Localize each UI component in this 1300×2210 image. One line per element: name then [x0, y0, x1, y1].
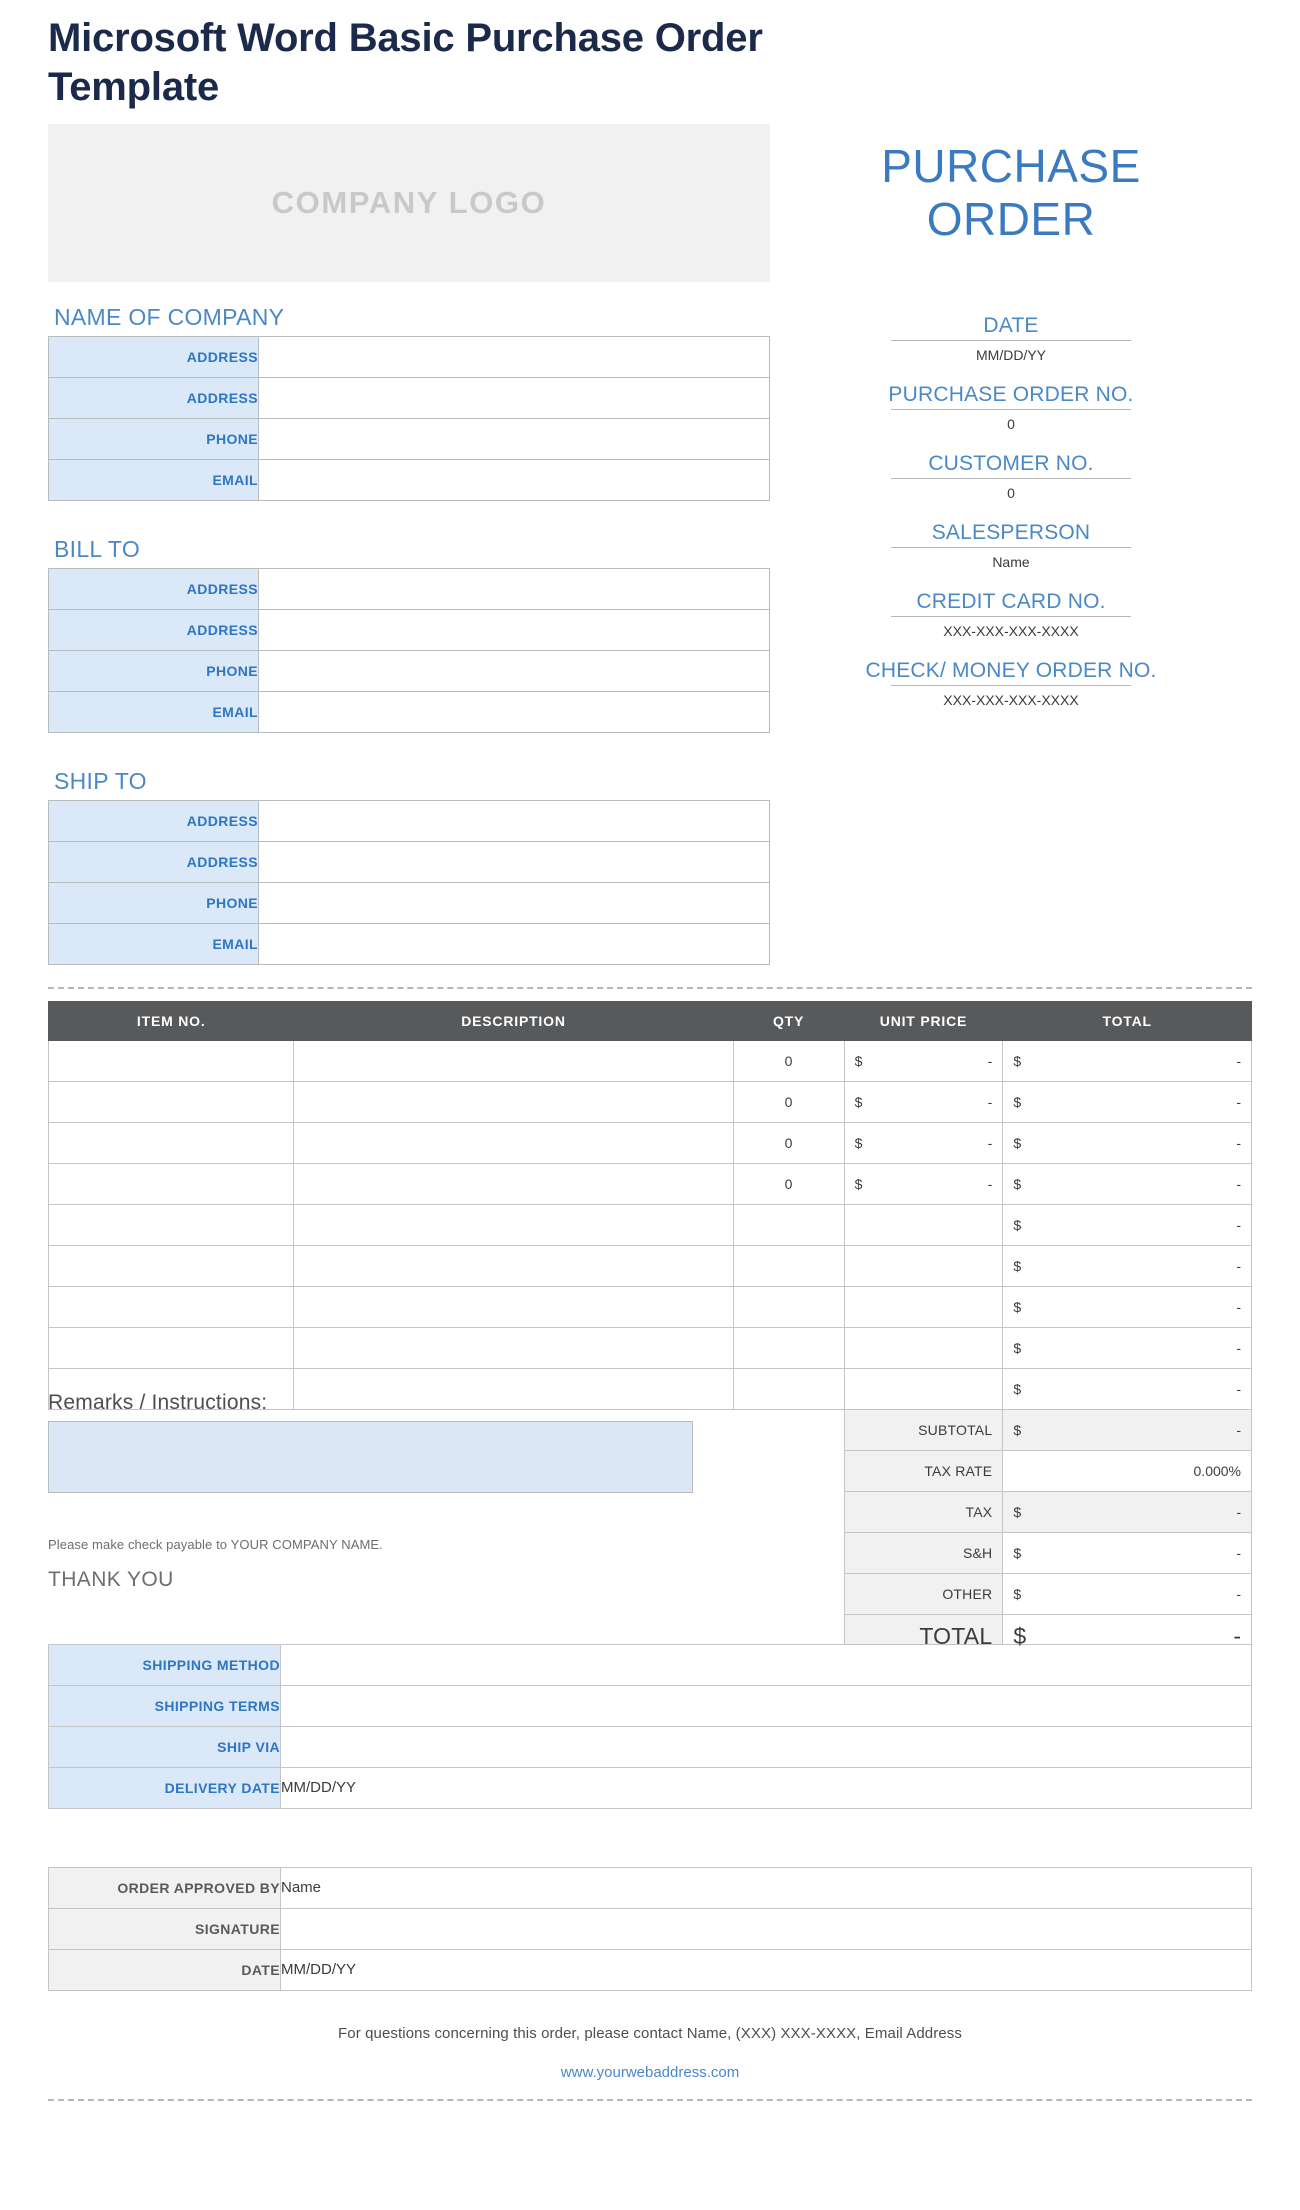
table-row — [49, 1685, 1252, 1726]
total-value: - — [1236, 1052, 1241, 1069]
description-cell[interactable] — [294, 1327, 733, 1368]
footer-website-link[interactable]: www.yourwebaddress.com — [560, 2063, 740, 2081]
bill-to-address2-label: ADDRESS — [49, 609, 259, 650]
unit-price-value: - — [987, 1134, 993, 1151]
order-approved-by-field[interactable]: Name — [281, 1867, 1252, 1908]
table-row — [49, 1949, 1252, 1990]
table-row — [49, 336, 770, 377]
approval-section — [0, 1867, 1300, 1991]
credit-card-no-label: CREDIT CARD NO. — [916, 589, 1106, 613]
date-label: DATE — [983, 313, 1039, 337]
item-no-cell[interactable] — [49, 1286, 294, 1327]
other-label: OTHER — [844, 1573, 1003, 1614]
section-divider-bottom — [48, 2099, 1252, 2101]
currency-symbol: $ — [1013, 1298, 1022, 1315]
total-value: - — [1236, 1175, 1241, 1192]
currency-symbol: $ — [1013, 1175, 1022, 1192]
bill-to-phone-field[interactable] — [259, 650, 770, 691]
purchase-order-no-underline — [891, 409, 1131, 410]
currency-symbol: $ — [1013, 1216, 1022, 1233]
ship-to-fields-table — [48, 800, 770, 965]
customer-no-underline — [891, 478, 1131, 479]
approval-table — [48, 1867, 1252, 1991]
salesperson-underline — [891, 547, 1131, 548]
table-row — [49, 418, 770, 459]
unit-price-cell[interactable] — [844, 1081, 1003, 1122]
column-header-description: DESCRIPTION — [294, 1001, 733, 1040]
item-no-cell[interactable] — [49, 1327, 294, 1368]
description-cell[interactable] — [294, 1122, 733, 1163]
table-row — [49, 882, 770, 923]
total-cell[interactable] — [1003, 1327, 1252, 1368]
total-value: - — [1236, 1134, 1241, 1151]
column-header-qty: QTY — [733, 1001, 844, 1040]
description-cell[interactable] — [294, 1245, 733, 1286]
currency-symbol: $ — [1013, 1134, 1022, 1151]
table-row — [49, 1163, 1252, 1204]
currency-symbol: $ — [854, 1134, 863, 1151]
ship-to-address1-label: ADDRESS — [49, 800, 259, 841]
subtotal-label: SUBTOTAL — [844, 1409, 1003, 1450]
ship-to-address1-field[interactable] — [259, 800, 770, 841]
grand-total-value: - — [1233, 1622, 1241, 1649]
remarks-label: Remarks / Instructions: — [48, 1390, 268, 1414]
document-header — [0, 124, 1300, 282]
purchase-order-heading-line2: ORDER — [926, 193, 1096, 246]
meta-field-customer-no — [770, 452, 1252, 519]
ship-via-label: SHIP VIA — [49, 1726, 281, 1767]
company-address2-label: ADDRESS — [49, 377, 259, 418]
check-money-order-no-underline — [891, 685, 1131, 686]
unit-price-cell[interactable] — [844, 1163, 1003, 1204]
approval-date-field[interactable]: MM/DD/YY — [281, 1949, 1252, 1990]
salesperson-value[interactable]: Name — [992, 553, 1030, 570]
total-cell[interactable] — [1003, 1040, 1252, 1081]
meta-field-date — [770, 314, 1252, 381]
date-underline — [891, 340, 1131, 341]
unit-price-cell[interactable] — [844, 1245, 1003, 1286]
document-body — [0, 304, 1300, 965]
company-logo-label: COMPANY LOGO — [271, 184, 547, 220]
currency-symbol: $ — [1013, 1380, 1022, 1397]
item-no-cell[interactable] — [49, 1204, 294, 1245]
currency-symbol: $ — [854, 1175, 863, 1192]
table-row — [49, 1726, 1252, 1767]
company-address1-label: ADDRESS — [49, 336, 259, 377]
bill-to-email-field[interactable] — [259, 691, 770, 732]
description-cell[interactable] — [294, 1163, 733, 1204]
tax-value: - — [1236, 1503, 1241, 1520]
line-items-header-row — [49, 1001, 1252, 1040]
currency-symbol: $ — [1013, 1503, 1022, 1520]
qty-cell[interactable]: 0 — [733, 1040, 844, 1081]
qty-cell[interactable] — [733, 1286, 844, 1327]
other-value: - — [1236, 1585, 1241, 1602]
delivery-date-label: DELIVERY DATE — [49, 1767, 281, 1808]
total-cell[interactable] — [1003, 1081, 1252, 1122]
company-email-label: EMAIL — [49, 459, 259, 500]
bill-to-section-title: BILL TO — [54, 535, 141, 562]
total-cell[interactable] — [1003, 1204, 1252, 1245]
company-phone-label: PHONE — [49, 418, 259, 459]
remarks-input[interactable] — [48, 1421, 693, 1493]
table-row — [49, 377, 770, 418]
ship-to-address2-field[interactable] — [259, 841, 770, 882]
currency-symbol: $ — [854, 1052, 863, 1069]
date-value[interactable]: MM/DD/YY — [976, 346, 1046, 363]
customer-no-value[interactable]: 0 — [1007, 484, 1015, 501]
currency-symbol: $ — [1013, 1257, 1022, 1274]
ship-to-email-label: EMAIL — [49, 923, 259, 964]
thank-you-note: THANK YOU — [48, 1567, 174, 1591]
table-row — [49, 691, 770, 732]
company-address1-field[interactable] — [259, 336, 770, 377]
total-cell[interactable] — [1003, 1245, 1252, 1286]
company-email-field[interactable] — [259, 459, 770, 500]
total-value: - — [1236, 1257, 1241, 1274]
table-row — [49, 650, 770, 691]
total-value: - — [1236, 1216, 1241, 1233]
bill-to-address1-field[interactable] — [259, 568, 770, 609]
table-row — [49, 609, 770, 650]
unit-price-cell[interactable] — [844, 1040, 1003, 1081]
unit-price-value: - — [987, 1175, 993, 1192]
bill-to-address2-field[interactable] — [259, 609, 770, 650]
column-header-unit-price: UNIT PRICE — [844, 1001, 1003, 1040]
section-divider-top — [48, 987, 1252, 989]
signature-field[interactable] — [281, 1908, 1252, 1949]
order-meta-column — [770, 304, 1252, 728]
company-logo-placeholder[interactable] — [48, 124, 770, 282]
signature-label: SIGNATURE — [49, 1908, 281, 1949]
total-value: - — [1236, 1339, 1241, 1356]
item-no-cell[interactable] — [49, 1122, 294, 1163]
qty-cell[interactable]: 0 — [733, 1081, 844, 1122]
total-cell[interactable] — [1003, 1286, 1252, 1327]
qty-cell[interactable] — [733, 1245, 844, 1286]
shipping-terms-field[interactable] — [281, 1685, 1252, 1726]
shipping-details-table — [48, 1644, 1252, 1809]
table-row — [49, 568, 770, 609]
table-row — [49, 1040, 1252, 1081]
ship-to-phone-label: PHONE — [49, 882, 259, 923]
table-row — [49, 1286, 1252, 1327]
column-header-total: TOTAL — [1003, 1001, 1252, 1040]
total-value: - — [1236, 1093, 1241, 1110]
currency-symbol: $ — [1013, 1544, 1022, 1561]
check-money-order-no-value[interactable]: XXX-XXX-XXX-XXXX — [943, 691, 1079, 708]
company-section-title: NAME OF COMPANY — [54, 303, 285, 330]
qty-cell[interactable] — [733, 1327, 844, 1368]
credit-card-no-value[interactable]: XXX-XXX-XXX-XXXX — [943, 622, 1079, 639]
table-row — [49, 1867, 1252, 1908]
ship-to-phone-field[interactable] — [259, 882, 770, 923]
column-header-item-no: ITEM NO. — [49, 1001, 294, 1040]
company-address2-field[interactable] — [259, 377, 770, 418]
total-value: - — [1236, 1380, 1241, 1397]
currency-symbol: $ — [1013, 1093, 1022, 1110]
total-cell[interactable] — [1003, 1122, 1252, 1163]
check-money-order-no-label: CHECK/ MONEY ORDER NO. — [865, 658, 1157, 682]
ship-to-email-field[interactable] — [259, 923, 770, 964]
salesperson-label: SALESPERSON — [931, 520, 1091, 544]
ship-to-address2-label: ADDRESS — [49, 841, 259, 882]
unit-price-cell[interactable] — [844, 1122, 1003, 1163]
meta-field-purchase-order-no — [770, 383, 1252, 450]
unit-price-cell[interactable] — [844, 1286, 1003, 1327]
table-row — [49, 1204, 1252, 1245]
table-row — [49, 1327, 1252, 1368]
purchase-order-heading — [770, 124, 1252, 248]
unit-price-cell[interactable] — [844, 1204, 1003, 1245]
qty-cell[interactable]: 0 — [733, 1163, 844, 1204]
table-row — [49, 1081, 1252, 1122]
qty-cell[interactable]: 0 — [733, 1122, 844, 1163]
table-row — [49, 1245, 1252, 1286]
currency-symbol: $ — [1013, 1585, 1022, 1602]
meta-field-salesperson — [770, 521, 1252, 588]
payable-note: Please make check payable to YOUR COMPANY NAME. — [48, 1536, 383, 1552]
unit-price-value: - — [987, 1093, 993, 1110]
currency-symbol: $ — [854, 1093, 863, 1110]
table-row — [49, 1908, 1252, 1949]
tax-rate-label: TAX RATE — [844, 1450, 1003, 1491]
order-approved-by-label: ORDER APPROVED BY — [49, 1867, 281, 1908]
table-row — [49, 1767, 1252, 1808]
bill-to-fields-table — [48, 568, 770, 733]
ship-to-section-title: SHIP TO — [54, 767, 147, 794]
meta-field-check-money-order-no — [770, 659, 1252, 726]
description-cell[interactable] — [294, 1040, 733, 1081]
meta-field-credit-card-no — [770, 590, 1252, 657]
item-no-cell[interactable] — [49, 1040, 294, 1081]
description-cell[interactable] — [294, 1286, 733, 1327]
tax-rate-value[interactable]: 0.000% — [1003, 1450, 1252, 1491]
company-phone-field[interactable] — [259, 418, 770, 459]
bill-to-phone-label: PHONE — [49, 650, 259, 691]
currency-symbol: $ — [1013, 1421, 1022, 1438]
table-row — [49, 923, 770, 964]
purchase-order-no-value[interactable]: 0 — [1007, 415, 1015, 432]
table-row — [49, 1644, 1252, 1685]
address-column — [48, 304, 770, 965]
unit-price-cell[interactable] — [844, 1327, 1003, 1368]
table-row — [49, 841, 770, 882]
description-cell[interactable] — [294, 1081, 733, 1122]
total-value: - — [1236, 1298, 1241, 1315]
delivery-date-field[interactable]: MM/DD/YY — [281, 1767, 1252, 1808]
unit-price-value: - — [987, 1052, 993, 1069]
shipping-handling-label: S&H — [844, 1532, 1003, 1573]
item-no-cell[interactable] — [49, 1163, 294, 1204]
purchase-order-heading-line1: PURCHASE — [881, 139, 1141, 192]
table-row — [49, 800, 770, 841]
company-fields-table — [48, 336, 770, 501]
currency-symbol: $ — [1013, 1052, 1022, 1069]
ship-via-field[interactable] — [281, 1726, 1252, 1767]
remarks-section — [0, 1391, 1300, 1592]
shipping-terms-label: SHIPPING TERMS — [49, 1685, 281, 1726]
purchase-order-no-label: PURCHASE ORDER NO. — [888, 382, 1134, 406]
item-no-cell[interactable] — [49, 1081, 294, 1122]
currency-symbol: $ — [1013, 1622, 1027, 1649]
table-row — [49, 459, 770, 500]
grand-total-label: TOTAL — [844, 1614, 1003, 1658]
qty-cell[interactable] — [733, 1204, 844, 1245]
table-row — [49, 1122, 1252, 1163]
shipping-handling-value: - — [1236, 1544, 1241, 1561]
footer-contact-note: For questions concerning this order, please contact Name, (XXX) XXX-XXXX, Email Address — [338, 2024, 962, 2042]
tax-label: TAX — [844, 1491, 1003, 1532]
subtotal-value: - — [1236, 1421, 1241, 1438]
page-title: Microsoft Word Basic Purchase Order Template — [48, 16, 763, 109]
currency-symbol: $ — [1013, 1339, 1022, 1356]
shipping-details-section — [0, 1644, 1300, 1809]
customer-no-label: CUSTOMER NO. — [928, 451, 1094, 475]
bill-to-email-label: EMAIL — [49, 691, 259, 732]
approval-date-label: DATE — [49, 1949, 281, 1990]
bill-to-address1-label: ADDRESS — [49, 568, 259, 609]
shipping-method-label: SHIPPING METHOD — [49, 1644, 281, 1685]
description-cell[interactable] — [294, 1204, 733, 1245]
total-cell[interactable] — [1003, 1163, 1252, 1204]
item-no-cell[interactable] — [49, 1245, 294, 1286]
credit-card-no-underline — [891, 616, 1131, 617]
shipping-method-field[interactable] — [281, 1644, 1252, 1685]
